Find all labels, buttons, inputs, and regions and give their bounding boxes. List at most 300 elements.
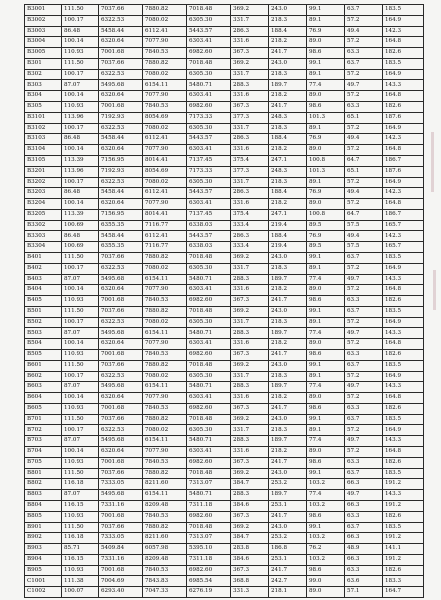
value-cell: 384.7 [231,479,269,490]
value-cell: 7116.77 [143,242,187,253]
value-cell: 6303.41 [187,37,231,48]
value-cell: 100.14 [62,145,99,156]
unit-id-cell: C1001 [25,576,62,587]
value-cell: 85.71 [62,544,99,555]
value-cell: 100.17 [62,317,99,328]
value-cell: 369.2 [231,414,269,425]
value-cell: 101.3 [307,166,345,177]
value-cell: 99.1 [307,360,345,371]
value-cell: 63.3 [345,511,383,522]
table-row [25,37,424,48]
value-cell: 189.7 [269,382,307,393]
value-cell: 6112.41 [143,26,187,37]
value-cell: 333.4 [231,242,269,253]
value-cell: 116.15 [62,500,99,511]
table-row [25,26,424,37]
value-cell: 63.7 [345,522,383,533]
value-cell: 288.3 [231,328,269,339]
value-cell: 63.7 [345,468,383,479]
table-row [25,252,424,263]
value-cell: 186.8 [269,544,307,555]
value-cell: 6303.41 [187,91,231,102]
value-cell: 7077.90 [143,285,187,296]
value-cell: 6112.41 [143,134,187,145]
value-cell: 218.1 [269,587,307,598]
unit-id-cell: B3304 [25,242,62,253]
table-row [25,123,424,134]
value-cell: 7192.93 [99,112,143,123]
value-cell: 182.6 [383,511,424,522]
value-cell: 77.4 [307,436,345,447]
value-cell: 7001.68 [99,403,143,414]
value-cell: 218.2 [269,393,307,404]
value-cell: 7840.53 [143,296,187,307]
table-row [25,242,424,253]
value-cell: 7018.48 [187,306,231,317]
value-cell: 253.2 [269,479,307,490]
value-cell: 76.9 [307,231,345,242]
value-cell: 7311.18 [187,554,231,565]
table-row [25,263,424,274]
unit-id-cell: B3202 [25,177,62,188]
value-cell: 331.7 [231,177,269,188]
value-cell: 87.07 [62,80,99,91]
unit-id-cell: B401 [25,252,62,263]
value-cell: 6982.60 [187,296,231,307]
value-cell: 111.50 [62,5,99,16]
table-row [25,48,424,59]
table-row [25,199,424,210]
value-cell: 164.9 [383,425,424,436]
value-cell: 6322.53 [99,177,143,188]
value-cell: 57.2 [345,447,383,458]
table-row [25,587,424,598]
value-cell: 77.4 [307,328,345,339]
value-cell: 283.8 [231,544,269,555]
table-row [25,576,424,587]
value-cell: 5480.71 [187,80,231,91]
value-cell: 86.48 [62,231,99,242]
table-row [25,350,424,361]
unit-id-cell: B3203 [25,188,62,199]
value-cell: 7880.82 [143,5,187,16]
value-cell: 89.1 [307,123,345,134]
value-cell: 7880.82 [143,58,187,69]
value-cell: 100.17 [62,69,99,80]
value-cell: 333.4 [231,220,269,231]
value-cell: 186.7 [383,209,424,220]
value-cell: 57.2 [345,91,383,102]
value-cell: 183.5 [383,522,424,533]
value-cell: 99.0 [307,576,345,587]
table-row [25,371,424,382]
unit-id-cell: B705 [25,457,62,468]
value-cell: 57.2 [345,123,383,134]
value-cell: 288.3 [231,490,269,501]
value-cell: 183.3 [383,576,424,587]
value-cell: 165.7 [383,220,424,231]
value-cell: 6320.64 [99,91,143,102]
value-cell: 65.1 [345,112,383,123]
table-row [25,447,424,458]
value-cell: 48.9 [345,544,383,555]
value-cell: 6303.41 [187,285,231,296]
value-cell: 66.3 [345,533,383,544]
value-cell: 89.1 [307,69,345,80]
table-row [25,457,424,468]
value-cell: 7018.48 [187,414,231,425]
value-cell: 57.2 [345,145,383,156]
value-cell: 187.6 [383,112,424,123]
unit-id-cell: B801 [25,468,62,479]
value-cell: 7018.48 [187,58,231,69]
value-cell: 111.50 [62,522,99,533]
value-cell: 7880.82 [143,360,187,371]
value-cell: 99.1 [307,252,345,263]
value-cell: 63.3 [345,565,383,576]
value-cell: 110.93 [62,403,99,414]
value-cell: 7018.48 [187,522,231,533]
value-cell: 7311.18 [187,500,231,511]
value-cell: 7037.66 [99,360,143,371]
value-cell: 6322.53 [99,317,143,328]
value-cell: 113.39 [62,209,99,220]
value-cell: 218.3 [269,317,307,328]
value-cell: 7037.66 [99,468,143,479]
table-row [25,317,424,328]
value-cell: 8209.48 [143,500,187,511]
value-cell: 218.2 [269,199,307,210]
value-cell: 164.8 [383,393,424,404]
value-cell: 6305.30 [187,263,231,274]
value-cell: 6112.41 [143,188,187,199]
value-cell: 6338.03 [187,242,231,253]
value-cell: 100.14 [62,447,99,458]
unit-id-cell: B702 [25,425,62,436]
table-row [25,500,424,511]
value-cell: 7077.90 [143,145,187,156]
value-cell: 377.3 [231,112,269,123]
value-cell: 7080.02 [143,69,187,80]
unit-id-cell: B903 [25,544,62,555]
unit-id-cell: B604 [25,393,62,404]
table-row [25,274,424,285]
unit-id-cell: B3302 [25,220,62,231]
value-cell: 331.7 [231,263,269,274]
value-cell: 7001.68 [99,565,143,576]
value-cell: 99.1 [307,5,345,16]
value-cell: 7077.90 [143,37,187,48]
value-cell: 57.2 [345,177,383,188]
value-cell: 143.3 [383,490,424,501]
value-cell: 7018.48 [187,360,231,371]
value-cell: 6982.60 [187,403,231,414]
table-row [25,403,424,414]
value-cell: 242.7 [269,576,307,587]
value-cell: 191.2 [383,554,424,565]
value-cell: 113.39 [62,155,99,166]
table-row [25,231,424,242]
value-cell: 7840.53 [143,48,187,59]
value-cell: 7080.02 [143,371,187,382]
value-cell: 100.14 [62,393,99,404]
value-cell: 5395.10 [187,544,231,555]
value-cell: 182.6 [383,565,424,576]
value-cell: 367.3 [231,565,269,576]
value-cell: 8211.60 [143,533,187,544]
value-cell: 5443.57 [187,188,231,199]
value-cell: 100.14 [62,339,99,350]
value-cell: 89.1 [307,15,345,26]
value-cell: 89.0 [307,587,345,598]
unit-id-cell: B3103 [25,134,62,145]
value-cell: 100.17 [62,15,99,26]
value-cell: 5480.71 [187,436,231,447]
value-cell: 100.14 [62,199,99,210]
value-cell: 218.3 [269,177,307,188]
value-cell: 241.7 [269,102,307,113]
value-cell: 6305.30 [187,123,231,134]
value-cell: 187.6 [383,166,424,177]
unit-id-cell: B405 [25,296,62,307]
value-cell: 100.69 [62,242,99,253]
unit-id-cell: B3005 [25,48,62,59]
value-cell: 111.38 [62,576,99,587]
value-cell: 49.4 [345,26,383,37]
value-cell: 241.7 [269,403,307,414]
value-cell: 5495.68 [99,436,143,447]
value-cell: 5443.57 [187,134,231,145]
value-cell: 6112.41 [143,231,187,242]
value-cell: 5458.44 [99,188,143,199]
value-cell: 116.18 [62,533,99,544]
value-cell: 218.2 [269,339,307,350]
value-cell: 182.6 [383,102,424,113]
value-cell: 49.4 [345,188,383,199]
value-cell: 89.5 [307,220,345,231]
value-cell: 98.6 [307,350,345,361]
value-cell: 6303.41 [187,145,231,156]
value-cell: 241.7 [269,457,307,468]
value-cell: 288.3 [231,436,269,447]
value-cell: 142.3 [383,134,424,145]
value-cell: 189.7 [269,490,307,501]
value-cell: 253.1 [269,500,307,511]
unit-id-cell: B701 [25,414,62,425]
value-cell: 247.1 [269,209,307,220]
unit-id-cell: B605 [25,403,62,414]
value-cell: 86.48 [62,26,99,37]
value-cell: 5495.68 [99,80,143,91]
value-cell: 7173.33 [187,166,231,177]
value-cell: 110.93 [62,350,99,361]
value-cell: 142.3 [383,26,424,37]
scan-artifact [431,132,434,192]
value-cell: 49.7 [345,382,383,393]
unit-id-cell: B502 [25,317,62,328]
value-cell: 7192.93 [99,166,143,177]
value-cell: 49.4 [345,231,383,242]
value-cell: 6305.30 [187,317,231,328]
value-cell: 63.3 [345,48,383,59]
value-cell: 6982.60 [187,48,231,59]
value-cell: 8054.69 [143,166,187,177]
value-cell: 63.7 [345,58,383,69]
value-cell: 89.1 [307,177,345,188]
value-cell: 103.2 [307,554,345,565]
value-cell: 218.3 [269,15,307,26]
value-cell: 243.0 [269,468,307,479]
value-cell: 183.5 [383,306,424,317]
value-cell: 164.9 [383,371,424,382]
value-cell: 8014.41 [143,209,187,220]
unit-id-cell: B3102 [25,123,62,134]
unit-id-cell: B3303 [25,231,62,242]
value-cell: 7137.45 [187,209,231,220]
value-cell: 164.7 [383,587,424,598]
value-cell: 188.4 [269,26,307,37]
unit-id-cell: B603 [25,382,62,393]
value-cell: 113.96 [62,166,99,177]
value-cell: 76.9 [307,188,345,199]
value-cell: 63.3 [345,296,383,307]
value-cell: 6303.41 [187,339,231,350]
value-cell: 7843.83 [143,576,187,587]
value-cell: 63.7 [345,306,383,317]
value-cell: 369.2 [231,522,269,533]
value-cell: 89.0 [307,393,345,404]
value-cell: 331.6 [231,91,269,102]
value-cell: 89.0 [307,447,345,458]
value-cell: 7840.53 [143,565,187,576]
value-cell: 243.0 [269,414,307,425]
unit-id-cell: B501 [25,306,62,317]
unit-id-cell: B602 [25,371,62,382]
value-cell: 6322.53 [99,371,143,382]
value-cell: 331.7 [231,123,269,134]
value-cell: 7331.16 [99,500,143,511]
table-row [25,436,424,447]
value-cell: 6985.54 [187,576,231,587]
value-cell: 7018.48 [187,468,231,479]
table-row [25,479,424,490]
value-cell: 241.7 [269,350,307,361]
value-cell: 6303.41 [187,393,231,404]
value-cell: 6322.53 [99,263,143,274]
value-cell: 63.3 [345,457,383,468]
value-cell: 7037.66 [99,58,143,69]
value-cell: 63.7 [345,360,383,371]
value-cell: 189.7 [269,436,307,447]
value-cell: 7001.68 [99,457,143,468]
value-cell: 248.3 [269,112,307,123]
unit-id-cell: B305 [25,102,62,113]
value-cell: 367.3 [231,457,269,468]
table-row [25,414,424,425]
value-cell: 331.6 [231,199,269,210]
value-cell: 369.2 [231,468,269,479]
value-cell: 331.7 [231,425,269,436]
value-cell: 100.17 [62,123,99,134]
value-cell: 7331.16 [99,554,143,565]
value-cell: 7001.68 [99,102,143,113]
value-cell: 7077.90 [143,91,187,102]
value-cell: 7156.95 [99,155,143,166]
unit-id-cell: B902 [25,533,62,544]
value-cell: 241.7 [269,565,307,576]
value-cell: 64.7 [345,155,383,166]
value-cell: 66.3 [345,479,383,490]
value-cell: 66.3 [345,554,383,565]
value-cell: 164.9 [383,177,424,188]
value-cell: 111.50 [62,58,99,69]
value-cell: 286.3 [231,188,269,199]
value-cell: 77.4 [307,274,345,285]
value-cell: 110.93 [62,102,99,113]
value-cell: 63.7 [345,414,383,425]
unit-id-cell: B3205 [25,209,62,220]
unit-id-cell: B3104 [25,145,62,156]
value-cell: 7840.53 [143,350,187,361]
value-cell: 182.6 [383,457,424,468]
value-cell: 6154.11 [143,382,187,393]
table-row [25,306,424,317]
table-row [25,80,424,91]
value-cell: 7047.33 [143,587,187,598]
value-cell: 49.7 [345,274,383,285]
value-cell: 6982.60 [187,102,231,113]
value-cell: 288.3 [231,80,269,91]
value-cell: 99.1 [307,522,345,533]
value-cell: 5495.68 [99,328,143,339]
value-cell: 89.0 [307,145,345,156]
value-cell: 100.07 [62,587,99,598]
value-cell: 367.3 [231,296,269,307]
value-cell: 164.8 [383,339,424,350]
value-cell: 165.7 [383,242,424,253]
value-cell: 7080.02 [143,177,187,188]
value-cell: 164.8 [383,37,424,48]
value-cell: 110.93 [62,296,99,307]
table-row [25,209,424,220]
value-cell: 331.7 [231,15,269,26]
value-cell: 98.6 [307,102,345,113]
table-row [25,468,424,479]
unit-id-cell: B805 [25,511,62,522]
value-cell: 218.2 [269,37,307,48]
value-cell: 369.2 [231,306,269,317]
value-cell: 218.3 [269,263,307,274]
value-cell: 182.6 [383,350,424,361]
value-cell: 7840.53 [143,403,187,414]
value-cell: 7840.53 [143,457,187,468]
table-row [25,425,424,436]
value-cell: 191.2 [383,479,424,490]
unit-id-cell: B3105 [25,155,62,166]
value-cell: 8054.69 [143,112,187,123]
value-cell: 143.3 [383,328,424,339]
value-cell: 331.7 [231,317,269,328]
value-cell: 49.4 [345,134,383,145]
table-row [25,112,424,123]
value-cell: 100.8 [307,209,345,220]
value-cell: 110.93 [62,565,99,576]
table-row [25,565,424,576]
value-cell: 286.3 [231,26,269,37]
value-cell: 183.5 [383,414,424,425]
value-cell: 49.7 [345,490,383,501]
value-cell: 143.3 [383,382,424,393]
